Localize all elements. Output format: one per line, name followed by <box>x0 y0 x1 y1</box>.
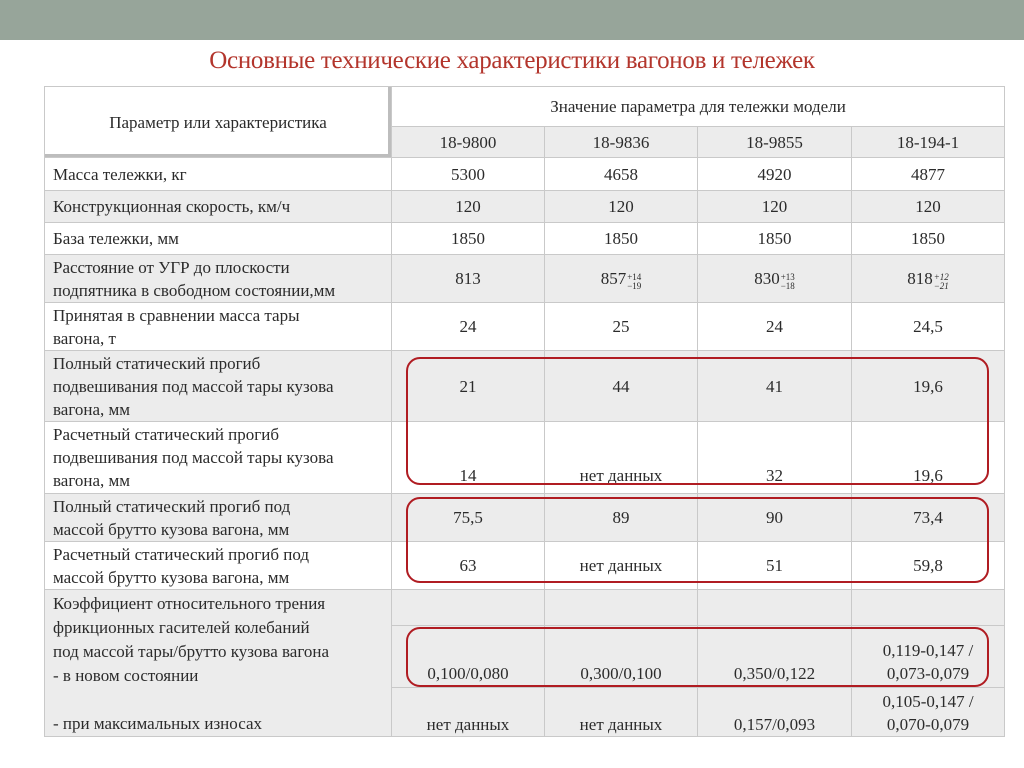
cell-value <box>852 626 1005 688</box>
label-line: фрикционных гасителей колебаний <box>53 618 310 637</box>
cell-value: 1850 <box>545 223 698 255</box>
cell-value: 21 <box>392 351 545 422</box>
tolerance-minus: −21 <box>933 280 949 291</box>
value-line: 0,105-0,147 / <box>882 692 974 711</box>
row-label <box>45 590 392 737</box>
cell-value: нет данных <box>545 542 698 590</box>
top-bar <box>0 0 1024 40</box>
label-line: Расстояние от УГР до плоскости <box>53 257 290 277</box>
label-line: Коэффициент относительного трения <box>53 594 326 613</box>
cell-value: 14 <box>392 422 545 494</box>
label-line: подпятника в свободном состоянии,мм <box>53 280 336 300</box>
cell-value: нет данных <box>545 422 698 494</box>
cell-value: 19,6 <box>852 351 1005 422</box>
tolerance-minus: −18 <box>780 280 795 291</box>
cell-value: 44 <box>545 351 698 422</box>
model-header: 18-194-1 <box>852 127 1005 158</box>
cell-value: 1850 <box>698 223 852 255</box>
cell-value: нет данных <box>392 688 545 737</box>
label-line: массой брутто кузова вагона, мм <box>53 519 290 539</box>
cell-value: 19,6 <box>852 422 1005 494</box>
table-row <box>45 303 1005 351</box>
label-line: Расчетный статический прогиб под <box>53 544 310 564</box>
row-label <box>45 303 392 351</box>
cell-value: 24 <box>392 303 545 351</box>
cell-value <box>852 255 1005 303</box>
label-line: Принятая в сравнении масса тары <box>53 305 300 325</box>
tolerance <box>781 273 795 291</box>
table-row <box>45 255 1005 303</box>
cell-value <box>545 255 698 303</box>
row-label <box>45 255 392 303</box>
label-line: вагона, мм <box>53 471 131 490</box>
model-header: 18-9800 <box>392 127 545 158</box>
table-row <box>45 422 1005 494</box>
table-row <box>45 158 1005 191</box>
label-line: подвешивания под массой тары кузова <box>53 376 334 396</box>
cell-value <box>852 688 1005 737</box>
group-header: Значение параметра для тележки модели <box>392 87 1005 127</box>
tolerance-plus: +14 <box>627 271 642 282</box>
cell-value: 813 <box>392 255 545 303</box>
label-line: вагона, мм <box>53 399 131 419</box>
cell-value: 120 <box>698 191 852 223</box>
specs-table <box>44 86 1005 737</box>
cell-value: 75,5 <box>392 494 545 542</box>
cell-value: 120 <box>852 191 1005 223</box>
label-line: Расчетный статический прогиб <box>53 425 279 444</box>
cell-value: 5300 <box>392 158 545 191</box>
table-row <box>45 223 1005 255</box>
value-base: 830 <box>754 268 780 288</box>
tolerance-plus: +12 <box>933 271 949 282</box>
label-line: массой брутто кузова вагона, мм <box>53 567 290 587</box>
cell-value: 73,4 <box>852 494 1005 542</box>
cell-value: 120 <box>392 191 545 223</box>
row-label <box>45 422 392 494</box>
row-label <box>45 542 392 590</box>
table-row <box>45 494 1005 542</box>
table-row <box>45 542 1005 590</box>
model-header: 18-9836 <box>545 127 698 158</box>
cell-value: 0,157/0,093 <box>698 688 852 737</box>
tolerance-minus: −19 <box>627 280 642 291</box>
value-line: 0,119-0,147 / <box>882 641 974 661</box>
row-label: База тележки, мм <box>45 223 392 255</box>
cell-value: 25 <box>545 303 698 351</box>
cell-value: 51 <box>698 542 852 590</box>
cell-value: 89 <box>545 494 698 542</box>
tolerance-plus: +13 <box>780 271 795 282</box>
table-row <box>45 191 1005 223</box>
value-line: 0,070-0,079 <box>886 715 970 734</box>
cell-value: 0,100/0,080 <box>392 626 545 688</box>
row-label <box>45 351 392 422</box>
value-base: 818 <box>907 268 933 288</box>
cell-value: 63 <box>392 542 545 590</box>
tolerance <box>627 273 641 291</box>
label-line: под массой тары/брутто кузова вагона <box>53 642 330 661</box>
row-label: Масса тележки, кг <box>45 158 392 191</box>
cell-value: 24 <box>698 303 852 351</box>
page-title: Основные технические характеристики вагонов и тележек <box>209 47 815 74</box>
cell-value <box>698 255 852 303</box>
cell-value: 0,300/0,100 <box>545 626 698 688</box>
cell-value: 41 <box>698 351 852 422</box>
cell-value: 59,8 <box>852 542 1005 590</box>
cell-value: 120 <box>545 191 698 223</box>
tolerance <box>934 273 949 291</box>
cell-value: 0,350/0,122 <box>698 626 852 688</box>
cell-value: 4658 <box>545 158 698 191</box>
table-row <box>45 351 1005 422</box>
cell-value: 1850 <box>852 223 1005 255</box>
cell-value: 90 <box>698 494 852 542</box>
cell-value: 4877 <box>852 158 1005 191</box>
table-row <box>45 590 1005 626</box>
row-label <box>45 494 392 542</box>
label-line: Полный статический прогиб <box>53 353 261 373</box>
value-line: 0,073-0,079 <box>886 664 970 684</box>
cell-value: 1850 <box>392 223 545 255</box>
label-line: - в новом состоянии <box>53 666 199 685</box>
cell-value: нет данных <box>545 688 698 737</box>
row-label: Конструкционная скорость, км/ч <box>45 191 392 223</box>
label-line: подвешивания под массой тары кузова <box>53 448 334 467</box>
label-line: Полный статический прогиб под <box>53 496 291 516</box>
cell-value: 32 <box>698 422 852 494</box>
cell-value: 24,5 <box>852 303 1005 351</box>
cell-value: 4920 <box>698 158 852 191</box>
param-header: Параметр или характеристика <box>45 87 392 158</box>
label-line: - при максимальных износах <box>53 714 262 733</box>
label-line: вагона, т <box>53 328 116 348</box>
model-header: 18-9855 <box>698 127 852 158</box>
value-base: 857 <box>600 268 627 288</box>
